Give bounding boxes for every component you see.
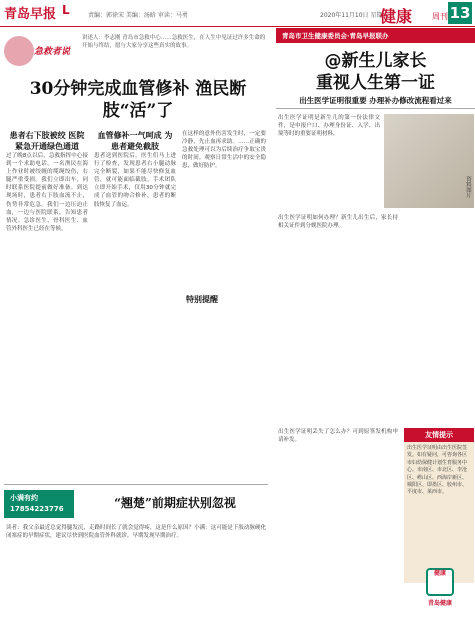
qa-body: 读者：我父亲最近总觉得腿发沉，走路时间长了就会觉得疼，这是什么原因？小满：这可能是下肢动脉硬化闭塞症的早期症状，建议尽快到医院血管外科就诊，早期发现早期治疗。	[6, 525, 266, 540]
masthead	[0, 0, 475, 26]
article-photo	[384, 114, 474, 208]
tips-box	[404, 428, 474, 583]
page-number: 13	[449, 4, 471, 22]
right-col-2: 出生医学证明如何办理？新生儿出生后，家长持相关证件到分娩医院办理。	[278, 215, 398, 230]
right-article	[276, 28, 475, 620]
health-logo	[426, 568, 456, 618]
newspaper-logo: 青岛早报	[4, 7, 57, 22]
special-reminder-title: 特别提醒	[186, 295, 218, 304]
article-col-3	[182, 130, 266, 170]
tips-body: 出生医学证明由出生医院签发。如有疑问，可咨询各区市妇幼保健计划生育服务中心。市南区、市北区、李沧区、崂山区、西海岸新区、城阳区、即墨区、胶州市、平度市、莱西市。	[407, 445, 468, 496]
byline-avatar	[4, 36, 34, 66]
xiaoman-phone: 17854223776	[10, 505, 64, 513]
byline-label: 急救者说	[34, 47, 71, 57]
tips-title: 友情提示	[404, 428, 474, 442]
article-headline: 30分钟完成血管修补 渔民断肢“活”了	[29, 79, 247, 121]
left-article	[0, 28, 272, 620]
xiaoman-badge	[4, 490, 74, 518]
body-text-1: 过了晚8点以后，急救指挥中心接到一个求助电话，一名渔民在海上作业时被绞缠的缆绳绞伤，右腿严重受损。我们立即出车，同时联系医院提前做好准备。到达现场时，患者右下肢血流不止，伤势非常危急。我们一边压迫止血，一边与医院联系，告知患者情况。急诊医生、骨科医生、血管外科医生已经在等候。	[6, 153, 88, 232]
header-rule	[0, 26, 475, 27]
editor-credits: 责编：郭徐宋 美编：汤晗 审读：马勇	[88, 12, 188, 19]
article-col-1	[6, 130, 88, 233]
subhead-2: 血管修补一气呵成 为患者避免截肢	[97, 130, 173, 151]
section-subtitle: 周刊	[432, 12, 448, 21]
xiaoman-title: 小满有约	[10, 494, 38, 502]
cosponsor-banner	[276, 28, 475, 43]
qa-headline: “翘楚”前期症状别忽视	[114, 496, 236, 510]
right-subheadline: 出生医学证明很重要 办理补办修改流程看过来	[299, 96, 452, 105]
right-headline-1: @新生儿家长	[324, 51, 427, 71]
right-col-3: 出生医学证明丢失了怎么办？可到原签发机构申请补发。	[278, 429, 398, 444]
body-text-3: 在这样的意外伤害发生时，一定要冷静，先止血再求助。……正确的急救处理可以为后续治疗争取宝贵的时间。观察日常生活中的安全隐患，做好防护。	[182, 131, 266, 170]
photo-caption: 资料图片	[465, 176, 471, 198]
health-logo-label: 青岛健康	[427, 600, 452, 607]
section-divider	[4, 484, 268, 485]
subhead-rule	[276, 108, 475, 109]
health-logo-icon: 健康	[426, 568, 454, 596]
body-text-2: 患者送到医院后，医生们马上进行了检查，发现患者右小腿动脉完全断裂，如果不能尽快修复血管，就可能面临截肢。手术团队立即开始手术，仅用30分钟就完成了血管的吻合修补，患者的断肢恢复了血运。	[94, 153, 176, 208]
article-col-2	[94, 130, 176, 209]
article-intro: 讲述人：李志刚 青岛市急救中心……急救医生，在人生中见证过许多生命的开始与终结，愿与大家分享这些真实的故事。	[82, 35, 266, 49]
logo-mark: L	[62, 3, 70, 17]
right-col-1: 出生医学证明是新生儿的第一份法律文件，是申报户口、办理身份证、入学、出境等时的重要证明材料。	[278, 115, 380, 138]
banner-text: 青岛市卫生健康委员会·青岛早报联办	[282, 32, 389, 40]
subhead-1: 患者右下肢被绞 医院紧急开通绿色通道	[9, 130, 85, 151]
byline-block	[4, 32, 86, 72]
right-headline-2: 重视人生第一证	[316, 73, 435, 93]
issue-date: 2020年11月10日 星期二	[320, 12, 389, 19]
section-title: 健康	[380, 7, 413, 26]
